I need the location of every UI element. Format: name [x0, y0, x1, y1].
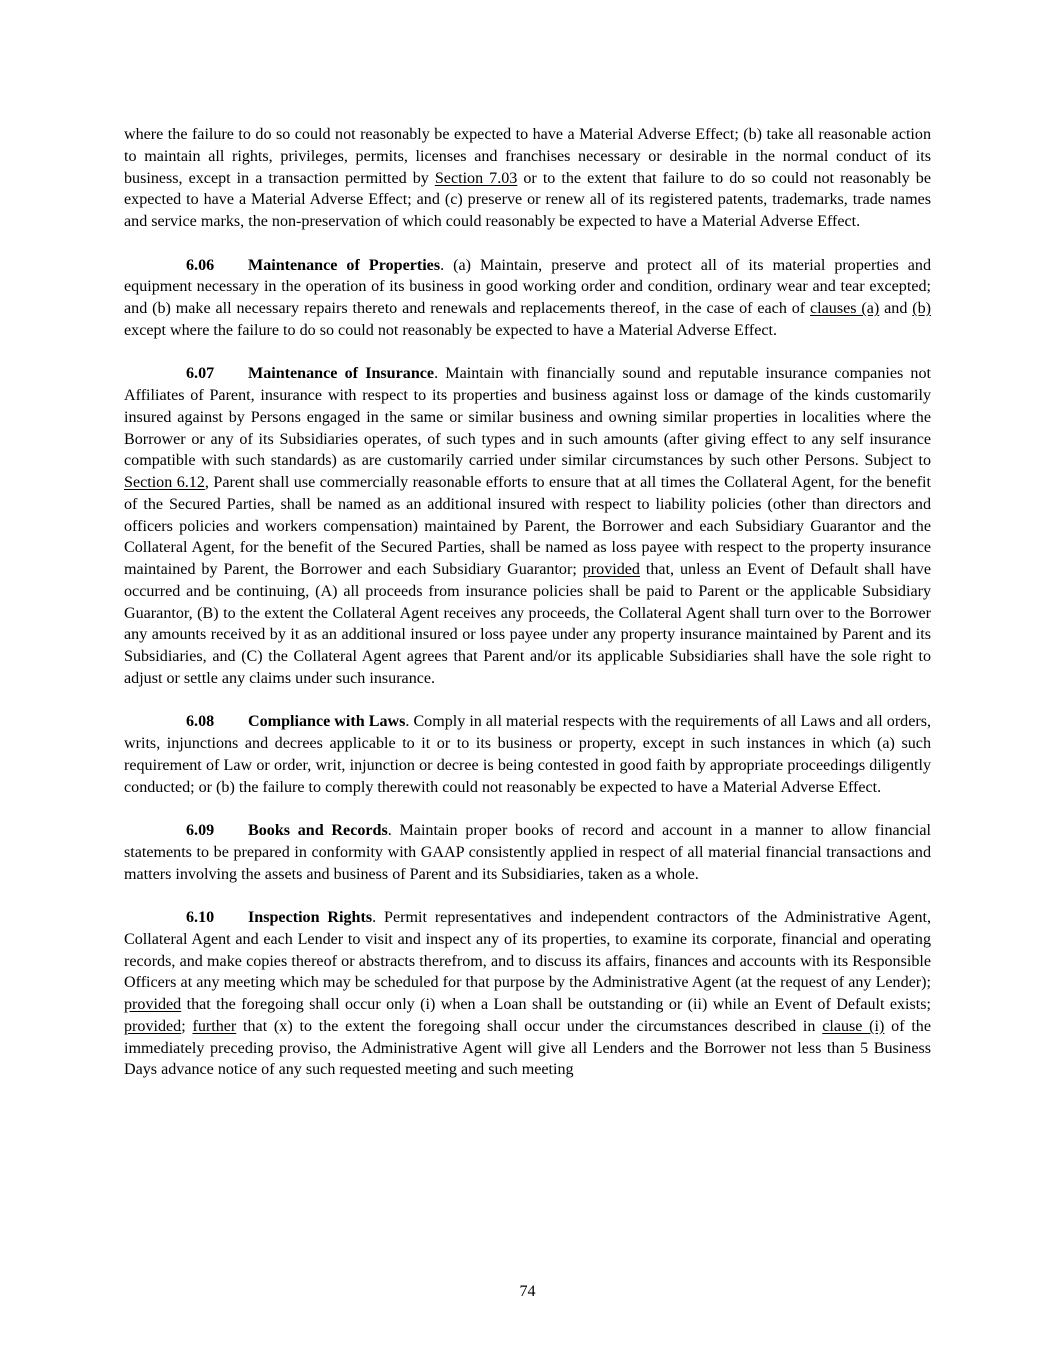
section-6-10-text-4: that (x) to the extent the foregoing shall occur under the circumstances described in	[236, 1017, 823, 1035]
provided-term: provided	[582, 561, 640, 578]
section-6-07-text-3: that, unless an Event of Default shall have occurred and be continuing, (A) all proceeds from insurance policies shall be paid to Parent or the applicable Subsidiary Guarantor, (B) to the extent the Collateral Agent receives any proceeds, the Collateral Agent shall turn over to the Borrower any amounts received by it as an additional insured or loss payee under any property insurance maintained by Parent and its Subsidiaries, and (C) the Collateral Agent agrees that Parent and/or its applicable Subsidiaries shall have the sole right to adjust or settle any claims under such insurance.	[124, 561, 931, 687]
section-6-09	[124, 820, 931, 885]
section-6-10-text-2: that the foregoing shall occur only (i) when a Loan shall be outstanding or (ii) while an Event of Default exists;	[181, 996, 931, 1013]
section-6-07-number: 6.07	[186, 365, 215, 383]
section-6-10-text-1: . Permit representatives and independent contractors of the Administrative Agent, Collateral Agent and each Lender to visit and inspect any of its properties, to examine its corporate, financial and operating records, and make copies thereof or abstracts therefrom, and to discuss its affairs, finances and accounts with its Responsible Officers at any meeting which may be scheduled for that purpose by the Administrative Agent (at the request of any Lender);	[124, 909, 932, 992]
intro-text-2: or to the extent that failure to do so could not reasonably be expected to have a Material Adverse Effect; and (c) preserve or renew all of its registered patents, trademarks, trade names and service marks, the non-preservation of which could reasonably be expected to have a Material Adverse Effect.	[124, 169, 932, 230]
section-6-06-heading: Maintenance of Properties	[248, 256, 441, 274]
section-6-08-text-1: . Comply in all material respects with the requirements of all Laws and all orders, writs, injunctions and decrees applicable to it or to its business or property, except in such instances in which (a) such requirement of Law or order, writ, injunction or decree is being contested in good faith by appropriate proceedings diligently conducted; or (b) the failure to comply therewith could not reasonably be expected to have a Material Adverse Effect.	[124, 713, 932, 796]
section-6-06-text-3: except where the failure to do so could not reasonably be expected to have a Material Adverse Effect.	[124, 321, 778, 339]
intro-paragraph	[124, 124, 931, 233]
provided-term: provided	[124, 996, 182, 1013]
further-term: further	[192, 1017, 237, 1035]
intro-text-1: where the failure to do so could not reasonably be expected to have a Material Adverse Effect; (b) take all reasonable action to maintain all rights, privileges, permits, licenses and franchises necessary or desirable in the normal conduct of its business, except in a transaction permitted by	[124, 126, 931, 187]
section-6-06-text-1: . (a) Maintain, preserve and protect all of its material properties and equipment necessary in the operation of its business in good working order and condition, ordinary wear and tear excepted; and (b) make all necessary repairs thereto and renewals and replacements thereof, in the case of each of	[124, 256, 931, 317]
section-6-12-reference[interactable]: Section 6.12	[124, 474, 205, 491]
section-6-07-text-2: , Parent shall use commercially reasonable efforts to ensure that at all times the Collateral Agent, for the benefit of the Secured Parties, shall be named as an additional insured with respect to liability policies (other than directors and officers policies and workers compensation) maintained by Parent, the Borrower and each Subsidiary Guarantor and the Collateral Agent, for the benefit of the Secured Parties, shall be named as loss payee with respect to the property insurance maintained by Parent, the Borrower and each Subsidiary Guarantor;	[124, 474, 931, 578]
section-6-07	[124, 363, 931, 689]
clauses-a-reference[interactable]: clauses (a)	[810, 300, 880, 317]
section-6-10-number: 6.10	[186, 909, 215, 926]
section-6-06-text-2: and	[879, 300, 913, 317]
section-6-10	[124, 907, 931, 1081]
section-6-07-text-1: . Maintain with financially sound and reputable insurance companies not Affiliates of Parent, insurance with respect to its properties and business against loss or damage of the kinds customarily insured against by Persons engaged in the same or similar business and owning similar properties in localities where the Borrower or any of its Subsidiaries operates, of such types and in such amounts (after giving effect to any self insurance compatible with such standards) as are customarily carried under similar circumstances by such other Persons. Subject to	[124, 365, 931, 470]
section-6-09-text-1: . Maintain proper books of record and account in a manner to allow financial statements to be prepared in conformity with GAAP consistently applied in respect of all material financial transactions and matters involving the assets and business of Parent and its Subsidiaries, taken as a whole.	[124, 822, 931, 883]
section-6-10-heading: Inspection Rights	[248, 909, 373, 926]
section-7-03-reference[interactable]: Section 7.03	[434, 169, 518, 187]
section-6-08-number: 6.08	[186, 713, 215, 731]
section-6-09-heading: Books and Records	[248, 822, 388, 839]
section-6-06-number: 6.06	[186, 256, 215, 274]
document-page	[124, 124, 931, 1103]
page-number: 74	[519, 1283, 536, 1300]
section-6-07-heading: Maintenance of Insurance	[248, 365, 435, 383]
provided-term: provided	[124, 1017, 182, 1035]
section-6-10-text-3: ;	[181, 1017, 193, 1035]
clause-i-reference[interactable]: clause (i)	[822, 1017, 885, 1035]
clause-b-reference[interactable]: (b)	[912, 300, 932, 317]
section-6-08-heading: Compliance with Laws	[248, 713, 406, 731]
section-6-09-number: 6.09	[186, 822, 215, 839]
section-6-06	[124, 255, 931, 342]
section-6-08	[124, 711, 931, 798]
section-6-10-text-5: of the immediately preceding proviso, the Administrative Agent will give all Lenders and the Borrower not less than 5 Business Days advance notice of any such requested meeting and such meeting	[124, 1017, 931, 1079]
